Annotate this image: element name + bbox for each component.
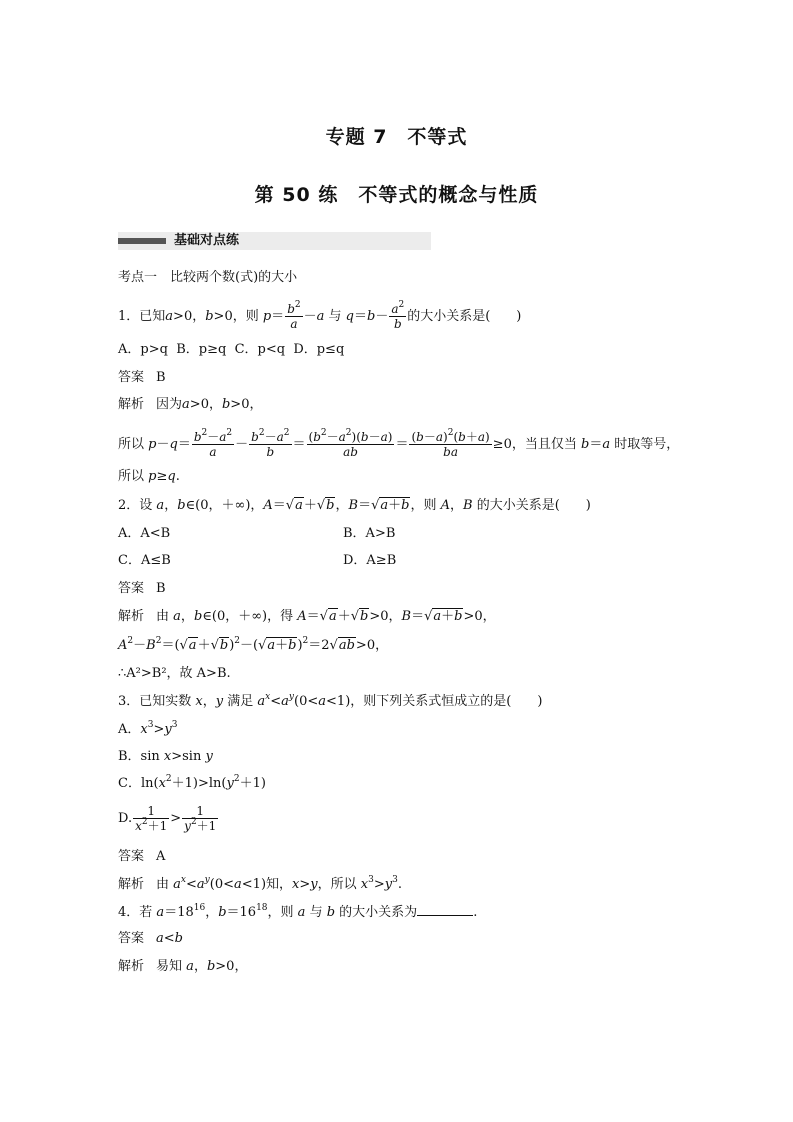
q3-stem: 3．已知实数 x，y 满足 $a^x<a^y(0<a<1)$，则下列关系式恒成立的是( ) xyxy=(118,692,543,709)
q4-answer xyxy=(118,930,183,948)
q4-analysis-text: 易知 xyxy=(156,959,183,974)
q3-answer xyxy=(118,848,165,866)
q4-stem: 4．若 $a=18^{16}$，$b=16^{18}$，则 a 与 b 的大小关系为 . xyxy=(118,903,478,920)
section-marker-icon xyxy=(118,238,166,244)
q4-tail: 的大小关系为 xyxy=(339,905,418,920)
q1-choice-b: B．p≥q xyxy=(176,342,227,357)
answer-label: 答案 xyxy=(118,931,145,946)
lesson-title: 第 50 练 不等式的概念与性质 xyxy=(254,184,539,206)
q3-choice-a: A．$x^3>y^3$ xyxy=(118,720,178,737)
q1-answer xyxy=(118,369,166,387)
answer-blank[interactable] xyxy=(417,903,473,916)
topic-title: 专题 7 不等式 xyxy=(325,126,468,148)
q1-analysis: 解析 因为a>0，b>0， xyxy=(118,397,263,412)
analysis-label: 解析 xyxy=(118,959,145,974)
q2-analysis: 解析 由 a，b∈(0，＋∞)，得 A＝√a＋√b>0，B＝√a＋b>0， xyxy=(118,609,496,624)
q3-answer-value: A xyxy=(156,849,166,864)
q1-final-word: 所以 xyxy=(118,469,145,484)
q2-stem: 2．设 a，b∈(0，＋∞)，A＝√a＋√b，B＝√a＋b，则 A，B 的大小关系是( ) xyxy=(118,498,591,513)
q1-conclusion: 所以 p≥q. xyxy=(118,469,180,484)
q1-choice-a: A．p>q xyxy=(118,342,168,357)
q3-choice-b: B．sin x>sin y xyxy=(118,749,213,764)
q3-choice-c: C．$\ln(x^2+1)>\ln(y^2+1)$ xyxy=(118,774,266,791)
q1-stem: 1．已知a>0，b>0，则 p＝ $\frac{b^2}{a}$ －a 与 q＝b－ $\frac{a^2}{b}$ 的大小关系是( ) xyxy=(118,300,522,331)
q1-choices xyxy=(118,341,344,359)
q3-analysis: 解析 由 $a^x<a^y(0<a<1)$知，x>y，所以 $x^3>y^3$. xyxy=(118,875,402,892)
q2-choice-c: C．A≤B xyxy=(118,553,171,568)
q4-analysis: 解析 易知 a，b>0， xyxy=(118,959,248,974)
q2-choice-d: D．A≥B xyxy=(343,553,397,568)
q3-choice-d: D. $\frac{1}{x^2+1}$ > $\frac{1}{y^2+1}$ xyxy=(118,804,217,833)
q1-choice-c: C．p<q xyxy=(234,342,286,357)
analysis-label: 解析 xyxy=(118,609,145,624)
q2-answer xyxy=(118,580,166,598)
q2-tail: 的大小关系是( ) xyxy=(476,498,591,513)
q2-choice-b: B．A>B xyxy=(343,526,396,541)
q2-derivation: $A^2-B^2=(√a+√b)^2-(√a+b)^2=2√ab>0$， xyxy=(118,636,389,653)
q1-answer-value: B xyxy=(156,370,166,385)
q1-tail: 的大小关系是( ) xyxy=(407,309,522,324)
answer-label: 答案 xyxy=(118,581,145,596)
section-label: 基础对点练 xyxy=(174,233,240,248)
analysis-label: 解析 xyxy=(118,877,145,892)
q1-number: 1．已知 xyxy=(118,309,166,324)
q3-tail: ，则下列关系式恒成立的是( ) xyxy=(350,694,543,709)
q1-choice-d: D．p≤q xyxy=(293,342,345,357)
q4-number: 4．若 xyxy=(118,905,153,920)
q1-derivation: 所以 p－q＝ $\frac{b^2-a^2}{a}$ － $\frac{b^2-a^2}{b}$ ＝ $\frac{(b^2-a^2)(b-a)}{ab}$ ＝ $\frac{(b-a)^2(b+a)}{ba}$ ≥0，当且仅当 b＝a 时取等号， xyxy=(118,428,680,459)
analysis-label: 解析 xyxy=(118,397,145,412)
q2-conclusion: ∴A²>B²，故 A>B. xyxy=(118,666,231,681)
answer-label: 答案 xyxy=(118,849,145,864)
q2-answer-value: B xyxy=(156,581,166,596)
q4-answer-value: a<b xyxy=(156,931,183,946)
q1-analysis-text: 因为 xyxy=(156,397,183,412)
q1-condition-tail: 时取等号， xyxy=(614,437,680,452)
q3-number: 3．已知实数 xyxy=(118,694,192,709)
section-header xyxy=(118,232,431,250)
answer-label: 答案 xyxy=(118,370,145,385)
point-label: 考点一 比较两个数(式)的大小 xyxy=(118,270,298,285)
q2-choice-a: A．A<B xyxy=(118,526,171,541)
q2-number: 2．设 xyxy=(118,498,153,513)
q1-condition: 当且仅当 xyxy=(524,437,577,452)
